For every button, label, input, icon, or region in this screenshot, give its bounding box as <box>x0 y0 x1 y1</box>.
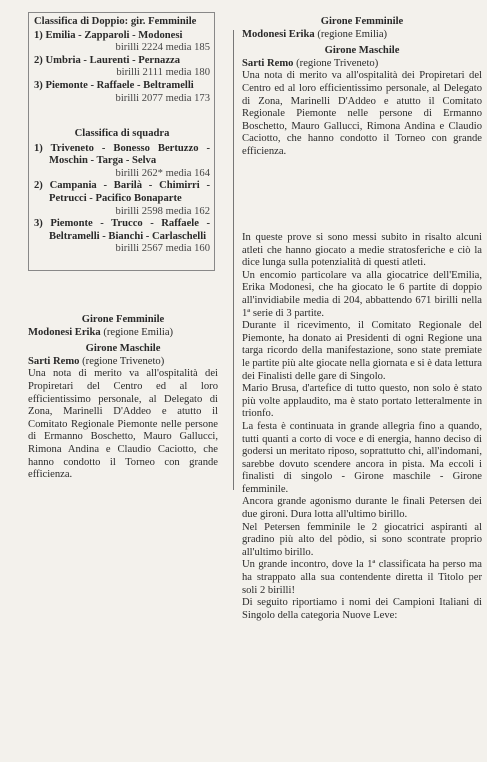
team-stats: birilli 2224 media 185 <box>115 42 210 54</box>
winner-name: Sarti Remo <box>28 355 80 367</box>
left-results-section <box>28 314 218 482</box>
winner-name: Modonesi Erika <box>242 28 315 40</box>
doubles-title: Classifica di Doppio: gir. Femminile <box>34 16 197 27</box>
doubles-row <box>34 80 210 105</box>
team-stats: birilli 262* media 164 <box>115 167 210 179</box>
team-stats: birilli 2567 media 160 <box>115 243 210 255</box>
team-name: 2) Campania - Barilà - Chimirri - Petrucci - Pacifico Bonaparte <box>34 180 210 204</box>
article-body <box>242 232 482 622</box>
article-paragraph: Un encomio particolare va alla giocatrice dell'Emilia, Erika Modonesi, che ha giocato le 6 partite di doppio all'invidiabile media di 204, abbattendo 671 birilli nella 1ª serie di 3 partite. <box>242 269 482 319</box>
male-winner <box>28 356 218 369</box>
doubles-row <box>34 55 210 80</box>
article-paragraph: Mario Brusa, d'artefice di tutto questo, non solo è stato più volte applaudito, ma è stato portato letteralmente in trionfo. <box>242 383 482 420</box>
article-paragraph: Di seguito riportiamo i nomi dei Campioni Italiani di Singolo della categoria Nuove Leve: <box>242 597 482 621</box>
female-winner <box>28 327 218 340</box>
winner-region: (regione Triveneto) <box>82 355 165 367</box>
winner-region: (regione Triveneto) <box>296 57 379 69</box>
article-paragraph: Un grande incontro, dove la 1ª classificata ha perso ma ha strappato alla sua contendente diretta il Titolo per soli 2 birilli! <box>242 559 482 596</box>
winner-region: (regione Emilia) <box>317 28 388 40</box>
team-stats: birilli 2598 media 162 <box>115 205 210 217</box>
merit-paragraph: Una nota di merito va all'ospitalità dei Propiretari del Centro ed al loro efficientissimo personale, al Delegato di Zona, Marinelli D'Addeo e atutto il Comitato Regionale Piemonte nelle persone di Ermanno Boschetto, Mauro Gallucci, Rimona Andina e Claudio Caciotto, che hanno condotto il Torneo con grande efficienza. <box>28 368 218 481</box>
male-winner <box>242 58 482 71</box>
article-paragraph: In queste prove si sono messi subito in risalto alcuni atleti che hanno giocato a medie stratosferiche e ciò la dice lunga sulla potenzialità di questi atleti. <box>242 232 482 269</box>
article-paragraph: Ancora grande agonismo durante le finali Petersen dei due gironi. Dura lotta all'ultimo birillo. <box>242 496 482 521</box>
girone-femminile-heading: Girone Femminile <box>320 16 404 27</box>
team-name: 1) Emilia - Zapparoli - Modonesi <box>34 29 183 41</box>
female-winner <box>242 29 482 42</box>
doubles-row <box>34 30 210 55</box>
team-name: 1) Triveneto - Bonesso Bertuzzo - Moschin - Targa - Selva <box>34 142 210 167</box>
squad-row <box>34 180 210 218</box>
girone-femminile-heading: Girone Femminile <box>81 314 165 325</box>
team-name: 2) Umbria - Laurenti - Pernazza <box>34 54 181 66</box>
team-stats: birilli 2111 media 180 <box>116 67 210 79</box>
girone-maschile-heading: Girone Maschile <box>85 343 161 355</box>
doubles-ranking <box>34 16 210 105</box>
article-paragraph: La festa è continuata in grande allegria fino a quando, tutti quanti a corto di voce e di energia, hanno deciso di godersi un meritato riposo, soprattutto chi, all'indomani, sarebbe dovuto scendere ancora in pista. Ma eccoli i finalisti di singolo - Girone maschile - Girone femminile. <box>242 420 482 495</box>
squad-ranking <box>34 128 210 256</box>
winner-name: Modonesi Erika <box>28 326 101 338</box>
squad-row <box>34 143 210 181</box>
team-name: 3) Piemonte - Trucco - Raffaele - Beltramelli - Bianchi - Carlaschelli <box>34 218 210 242</box>
winner-name: Sarti Remo <box>242 57 294 69</box>
article-paragraph: Durante il ricevimento, il Comitato Regionale del Piemonte, ha donato ai Presidenti di ogni Regione una targa ricordo della manifestazione, sono state premiate le partite più alte giocate nella giornata e si è data lettura dei Finalisti delle gare di Singolo. <box>242 320 482 382</box>
merit-paragraph: Una nota di merito va all'ospitalità dei Propiretari del Centro ed al loro efficientissimo personale, al Delegato di Zona, Marinelli D'Addeo e atutto il Comitato Regionale Piemonte nelle persone di Ermanno Boschetto, Mauro Gallucci, Rimona Andina e Claudio Caciotto, che hanno condotto il Torneo con grande efficienza. <box>242 70 482 157</box>
winner-region: (regione Emilia) <box>103 326 174 338</box>
article-paragraph: Nel Petersen femminile le 2 giocatrici aspiranti al gradino più alto del pòdio, si sono scontrate proprio all'ultimo birillo. <box>242 521 482 558</box>
team-stats: birilli 2077 media 173 <box>115 92 210 104</box>
column-divider <box>233 30 234 490</box>
squad-row <box>34 218 210 256</box>
right-results-section <box>242 16 482 159</box>
team-name: 3) Piemonte - Raffaele - Beltramelli <box>34 79 194 91</box>
girone-maschile-heading: Girone Maschile <box>324 45 400 57</box>
squad-title: Classifica di squadra <box>74 128 170 139</box>
